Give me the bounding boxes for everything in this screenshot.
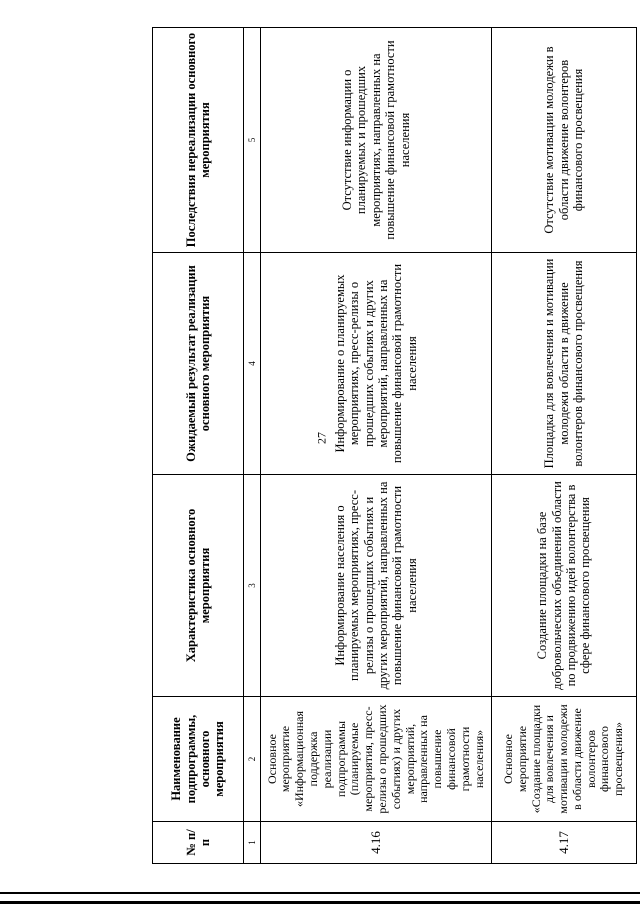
column-number: 1 — [244, 822, 261, 864]
activity-result: Информирование о планируемых мероприятиях, пресс-релизы о прошедших событиях и других мероприятий, направленных на повышение финансовой грамотности населения — [261, 253, 492, 475]
activity-name: Основное мероприятие «Информационная поддержка реализации подпрограммы (планируемые мероприятия, пресс-релизы о прошедших событиях) и других мероприятий, направленных на повышение финансовой грамотности населения» — [261, 697, 492, 822]
table-row — [492, 28, 637, 864]
scan-edge-line — [0, 892, 640, 894]
activity-result: Площадка для вовлечения и мотивации молодежи области в движение волонтеров финансового просвещения — [492, 253, 637, 475]
column-number: 4 — [244, 253, 261, 475]
table-row — [261, 28, 492, 864]
row-number: 4.16 — [261, 822, 492, 864]
table-header-row — [153, 28, 244, 864]
page-number: 27 — [314, 432, 329, 444]
column-number: 3 — [244, 475, 261, 697]
scan-edge-line — [0, 901, 640, 904]
activity-characteristic: Информирование населения о планируемых мероприятиях, пресс-релизы о прошедших событиях и других мероприятий, направленных на повышение финансовой грамотности населения — [261, 475, 492, 697]
header-name: Наименование подпрограммы, основного мероприятия — [153, 697, 244, 822]
activity-consequence: Отсутствие мотивации молодежи в области движение волонтеров финансового просвещения — [492, 28, 637, 253]
rotated-table-container — [152, 28, 626, 864]
column-number: 2 — [244, 697, 261, 822]
column-numbers-row — [244, 28, 261, 864]
header-result: Ожидаемый результат реализации основного мероприятия — [153, 253, 244, 475]
column-number: 5 — [244, 28, 261, 253]
row-number: 4.17 — [492, 822, 637, 864]
activity-consequence: Отсутствие информации о планируемых и прошедших мероприятиях, направленных на повышение финансовой грамотности населения — [261, 28, 492, 253]
activity-name: Основное мероприятие «Создание площадки для вовлечения и мотивации молодежи в области движение волонтеров финансового просвещения» — [492, 697, 637, 822]
header-characteristic: Характеристика основного мероприятия — [153, 475, 244, 697]
header-consequence: Последствия нереализации основного мероприятия — [153, 28, 244, 253]
activities-table — [152, 27, 637, 864]
header-number: № п/п — [153, 822, 244, 864]
activity-characteristic: Создание площадки на базе добровольческих объединений области по продвижению идей волонтерства в сфере финансового просвещения — [492, 475, 637, 697]
